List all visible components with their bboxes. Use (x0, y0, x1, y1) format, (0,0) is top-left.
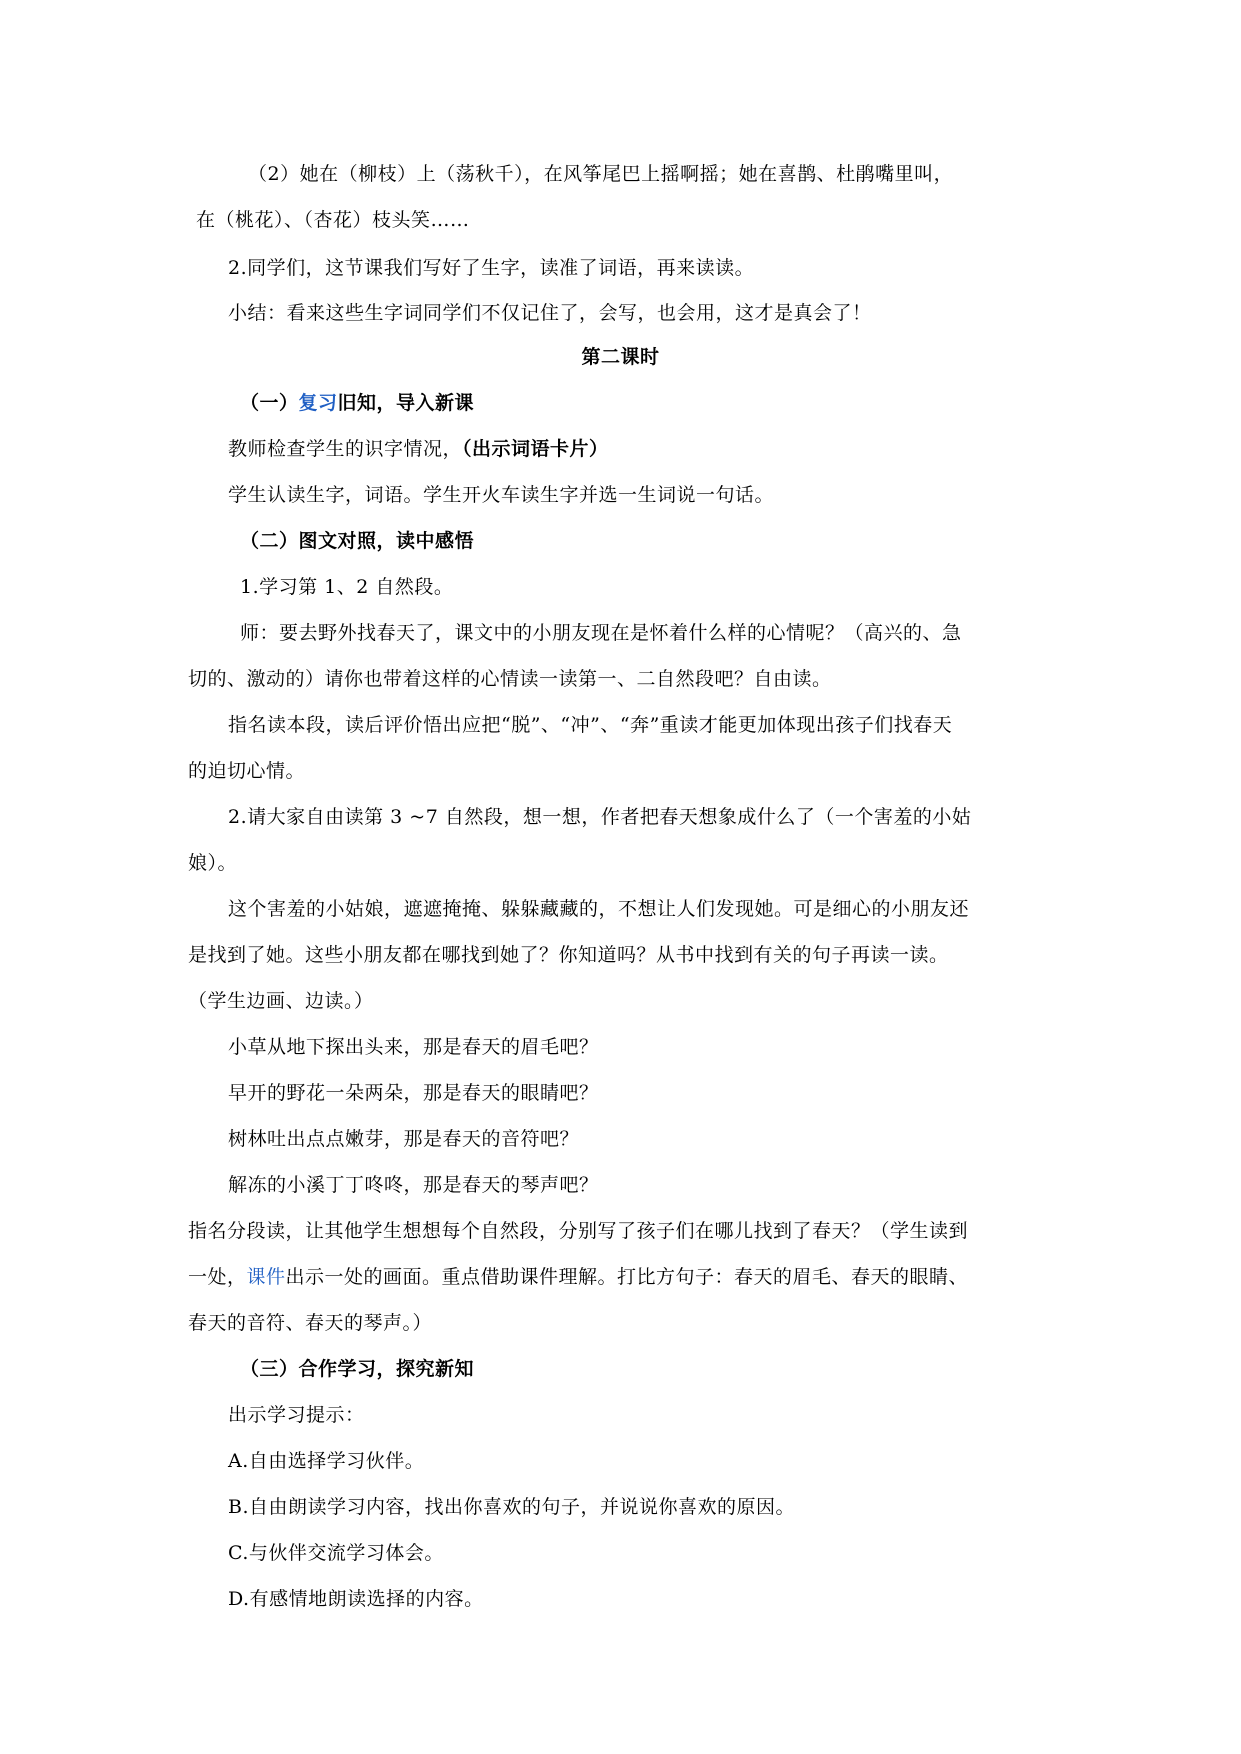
paragraph-line: 指名分段读，让其他学生想想每个自然段，分别写了孩子们在哪儿找到了春天？（学生读到 (188, 1220, 969, 1242)
paragraph-line: 在（桃花）、（杏花）枝头笑…… (196, 209, 470, 231)
paragraph-line: 小草从地下探出头来，那是春天的眉毛吧？ (228, 1036, 599, 1058)
paragraph-line: 切的、激动的）请你也带着这样的心情读一读第一、二自然段吧？自由读。 (188, 668, 832, 690)
section-title: 第二课时 (581, 346, 660, 368)
heading-three: （三）合作学习，探究新知 (240, 1358, 475, 1380)
list-item: C.与伙伴交流学习体会。 (228, 1542, 444, 1564)
paragraph-line: 1.学习第 1、2 自然段。 (240, 576, 454, 598)
paragraph-line: 师：要去野外找春天了，课文中的小朋友现在是怀着什么样的心情呢？（高兴的、急 (240, 622, 962, 644)
heading-two: （二）图文对照，读中感悟 (240, 530, 475, 552)
paragraph-line: 出示学习提示： (228, 1404, 365, 1426)
list-item: A.自由选择学习伙伴。 (228, 1450, 425, 1472)
courseware-link[interactable]: 课件 (246, 1266, 286, 1288)
paragraph-line (188, 1265, 968, 1289)
paragraph-line: 2.请大家自由读第 3 ~7 自然段，想一想，作者把春天想象成什么了（一个害羞的小姑 (228, 806, 972, 828)
review-link[interactable]: 复习 (298, 392, 338, 414)
paragraph-line: 早开的野花一朵两朵，那是春天的眼睛吧？ (228, 1082, 599, 1104)
paragraph-line: 学生认读生字，词语。学生开火车读生字并选一生词说一句话。 (228, 484, 775, 506)
paragraph-line: 解冻的小溪丁丁咚咚，那是春天的琴声吧？ (228, 1174, 599, 1196)
paragraph-line: 2.同学们，这节课我们写好了生字，读准了词语，再来读读。 (228, 257, 755, 279)
paragraph-line: 树林吐出点点嫩芽，那是春天的音符吧？ (228, 1128, 580, 1150)
word-card-note: （出示词语卡片） (462, 438, 609, 460)
paragraph-text: 一处， (188, 1266, 247, 1288)
paragraph-line (228, 437, 609, 461)
list-item: B.自由朗读学习内容，找出你喜欢的句子，并说说你喜欢的原因。 (228, 1496, 796, 1518)
teacher-check-text: 教师检查学生的识字情况， (228, 438, 463, 460)
paragraph-text: 出示一处的画面。重点借助课件理解。打比方句子：春天的眉毛、春天的眼睛、 (285, 1266, 969, 1288)
paragraph-line: 是找到了她。这些小朋友都在哪找到她了？你知道吗？从书中找到有关的句子再读一读。 (188, 944, 949, 966)
list-item: D.有感情地朗读选择的内容。 (228, 1588, 484, 1610)
heading-one-prefix: （一） (240, 392, 299, 414)
paragraph-line: 的迫切心情。 (188, 760, 306, 782)
paragraph-line: 娘）。 (188, 852, 238, 874)
heading-one (240, 391, 474, 415)
heading-one-suffix: 旧知，导入新课 (337, 392, 475, 414)
paragraph-line: 这个害羞的小姑娘，遮遮掩掩、躲躲藏藏的，不想让人们发现她。可是细心的小朋友还 (228, 898, 970, 920)
paragraph-line: 小结：看来这些生字词同学们不仅记住了，会写，也会用，这才是真会了！ (228, 302, 872, 324)
paragraph-line: 指名读本段，读后评价悟出应把“脱”、“冲”、“奔”重读才能更加体现出孩子们找春天 (228, 714, 953, 736)
paragraph-line: （学生边画、边读。） (188, 990, 374, 1012)
paragraph-line: （2）她在（柳枝）上（荡秋千），在风筝尾巴上摇啊摇；她在喜鹊、杜鹃嘴里叫， (248, 163, 954, 185)
paragraph-line: 春天的音符、春天的琴声。） (188, 1312, 433, 1334)
